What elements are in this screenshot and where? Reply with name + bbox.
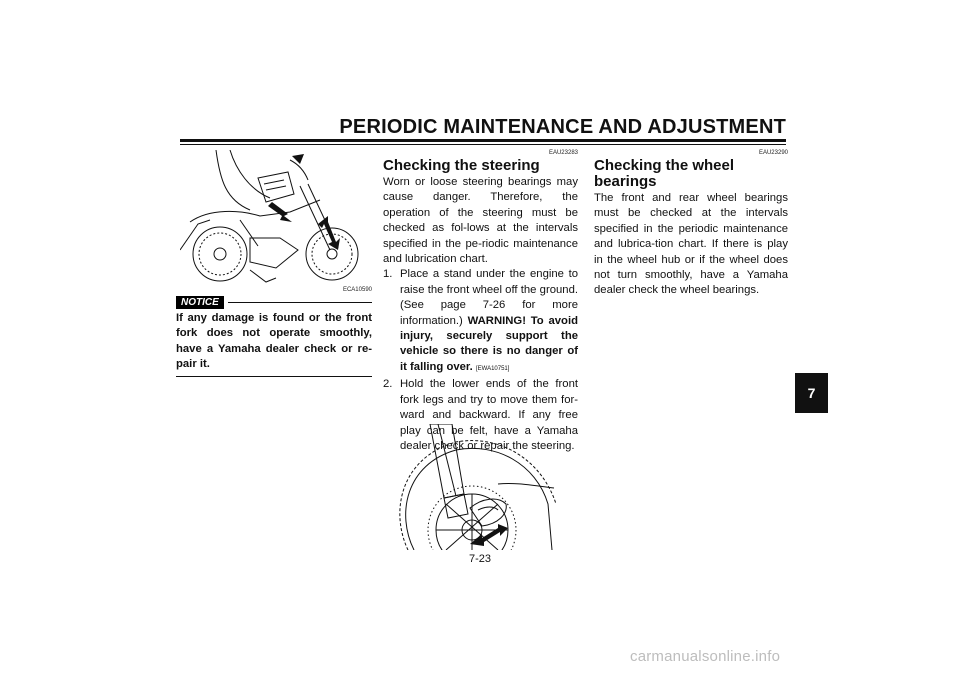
warning-text: WARNING! To avoid injury, securely support the vehicle so there is no danger of it falling over.	[400, 314, 579, 373]
section-code: EAU23283	[548, 150, 578, 156]
list-item	[383, 267, 578, 377]
notice-text: If any damage is found or the front fork does not operate smoothly, have a Yamaha dealer check or re-pair it.	[176, 312, 372, 371]
step-text: Hold the lower ends of the front fork legs and try to move them for-ward and backward. If any free play can be felt, have a Yamaha dealer check or repair the steering.	[400, 378, 578, 452]
page-number: 7-23	[468, 553, 492, 565]
wheel-bearings-section	[594, 150, 788, 299]
step-number: 2.	[383, 378, 393, 391]
section-code: EAU23290	[758, 150, 788, 156]
steering-check-illustration	[386, 424, 558, 550]
section-heading: Checking the steering	[383, 157, 540, 174]
section-heading: Checking the wheel bearings	[594, 157, 735, 190]
section-body: The front and rear wheel bearings must be checked at the intervals specified in the periodic maintenance and lubrica-tion chart. If there is play in the wheel hub or if the wheel does not turn smoothly, have a Yamaha dealer check the wheel bearings.	[594, 192, 788, 297]
notice-end-rule	[176, 376, 372, 377]
figure-code: ECA10590	[342, 287, 372, 293]
page-title: PERIODIC MAINTENANCE AND ADJUSTMENT	[339, 116, 786, 138]
header-rule-thin	[180, 144, 786, 145]
watermark: carmanualsonline.info	[630, 648, 781, 665]
notice-rule	[228, 302, 372, 303]
step-text: Place a stand under the engine to raise the front wheel off the ground. (See page 7-26 for more information.)	[400, 268, 578, 327]
steering-section	[383, 150, 578, 454]
notice-badge: NOTICE	[176, 296, 224, 309]
front-fork-illustration	[180, 150, 370, 290]
section-intro: Worn or loose steering bearings may cause danger. Therefore, the operation of the steering must be checked as fol-lows at the intervals specified in the pe-riodic maintenance and lubrication chart.	[383, 176, 578, 266]
header-rule-thick	[180, 139, 786, 142]
chapter-tab: 7	[795, 373, 828, 413]
notice-header	[176, 296, 372, 309]
step-number: 1.	[383, 268, 393, 281]
warning-code: [EWA10751]	[475, 365, 510, 372]
